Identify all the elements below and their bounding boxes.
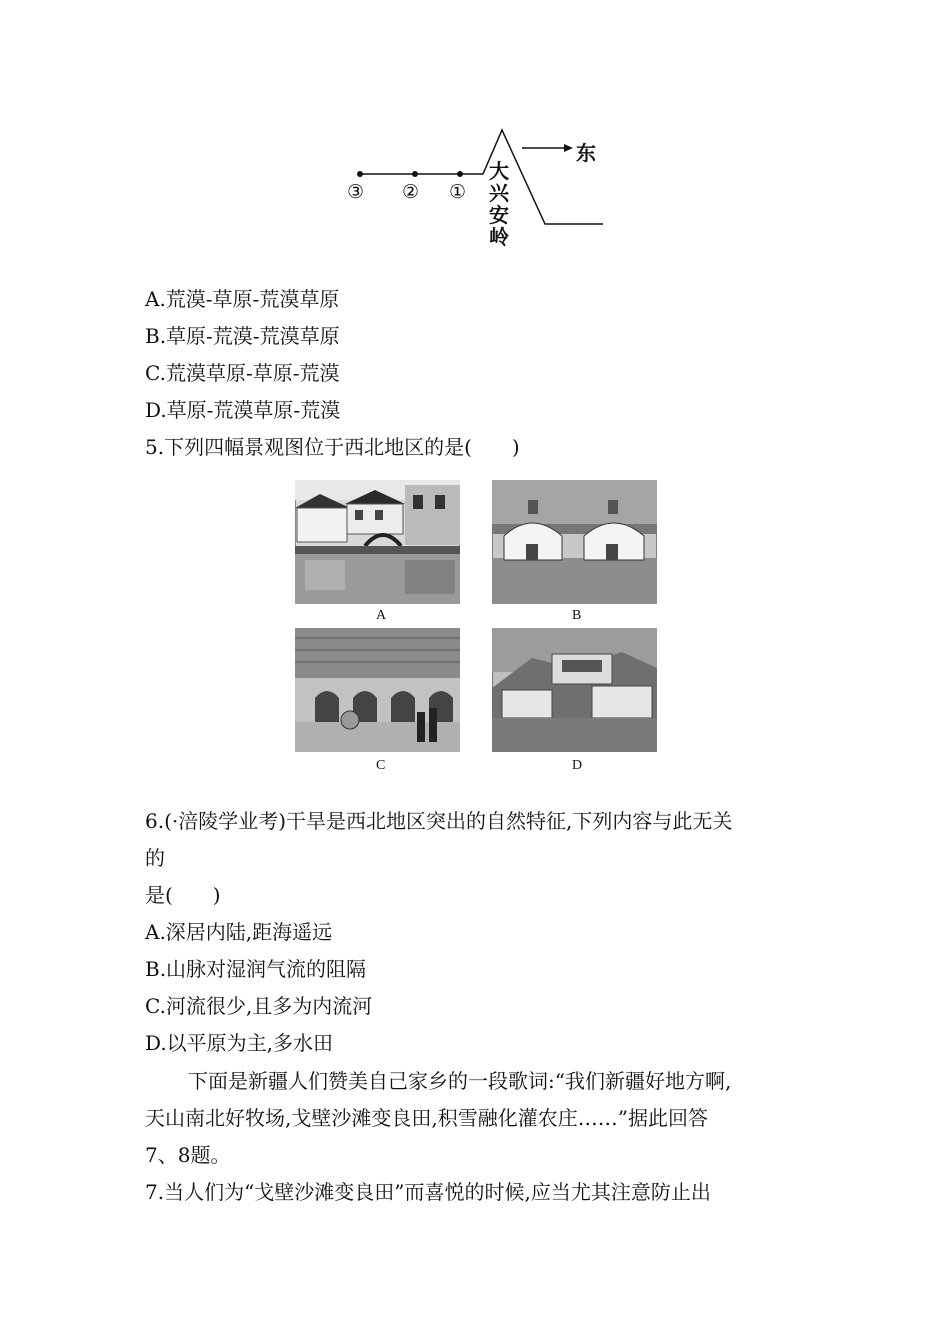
point-1 (457, 171, 463, 177)
photo-b-yurts (492, 480, 657, 604)
photo-b-label: B (572, 608, 582, 623)
passage-line2: 天山南北好牧场,戈壁沙滩变良田,积雪融化灌农庄……”据此回答 (145, 1106, 708, 1130)
photo-d-label: D (572, 758, 583, 773)
photo-c-label: C (376, 758, 386, 773)
photo-c-arched-building (295, 628, 460, 752)
q6-stem-line2: 的 (145, 846, 165, 870)
mountain-name: 大 兴 安 岭 (489, 159, 509, 249)
q4-option-c: C.荒漠草原-草原-荒漠 (145, 361, 340, 385)
point-3 (357, 171, 363, 177)
photo-d-palace (492, 628, 657, 752)
point-2-label: ② (402, 181, 420, 203)
q6-stem-line3: 是( ) (145, 883, 221, 907)
q6-stem-line1: 6.(·涪陵学业考)干旱是西北地区突出的自然特征,下列内容与此无关 (145, 809, 733, 833)
q5-stem: 5.下列四幅景观图位于西北地区的是( ) (145, 435, 520, 459)
passage-line1: 下面是新疆人们赞美自己家乡的一段歌词:“我们新疆好地方啊, (188, 1069, 732, 1093)
q6-option-b: B.山脉对湿润气流的阻隔 (145, 957, 367, 981)
passage-line3: 7、8题。 (145, 1143, 231, 1167)
direction-label: 东 (576, 141, 596, 165)
q4-option-a: A.荒漠-草原-荒漠草原 (145, 287, 340, 311)
q6-option-a: A.深居内陆,距海遥远 (145, 920, 333, 944)
q4-option-d: D.草原-荒漠草原-荒漠 (145, 398, 341, 422)
point-1-label: ① (449, 181, 467, 203)
east-arrow-icon (564, 144, 573, 152)
point-3-label: ③ (347, 181, 365, 203)
q7-stem: 7.当人们为“戈壁沙滩变良田”而喜悦的时候,应当尤其注意防止出 (145, 1180, 711, 1204)
q6-option-d: D.以平原为主,多水田 (145, 1031, 334, 1055)
photo-a-water-town (295, 480, 460, 604)
q4-option-b: B.草原-荒漠-荒漠草原 (145, 324, 340, 348)
point-2 (412, 171, 418, 177)
photo-a-label: A (376, 608, 387, 623)
q6-option-c: C.河流很少,且多为内流河 (145, 994, 373, 1018)
